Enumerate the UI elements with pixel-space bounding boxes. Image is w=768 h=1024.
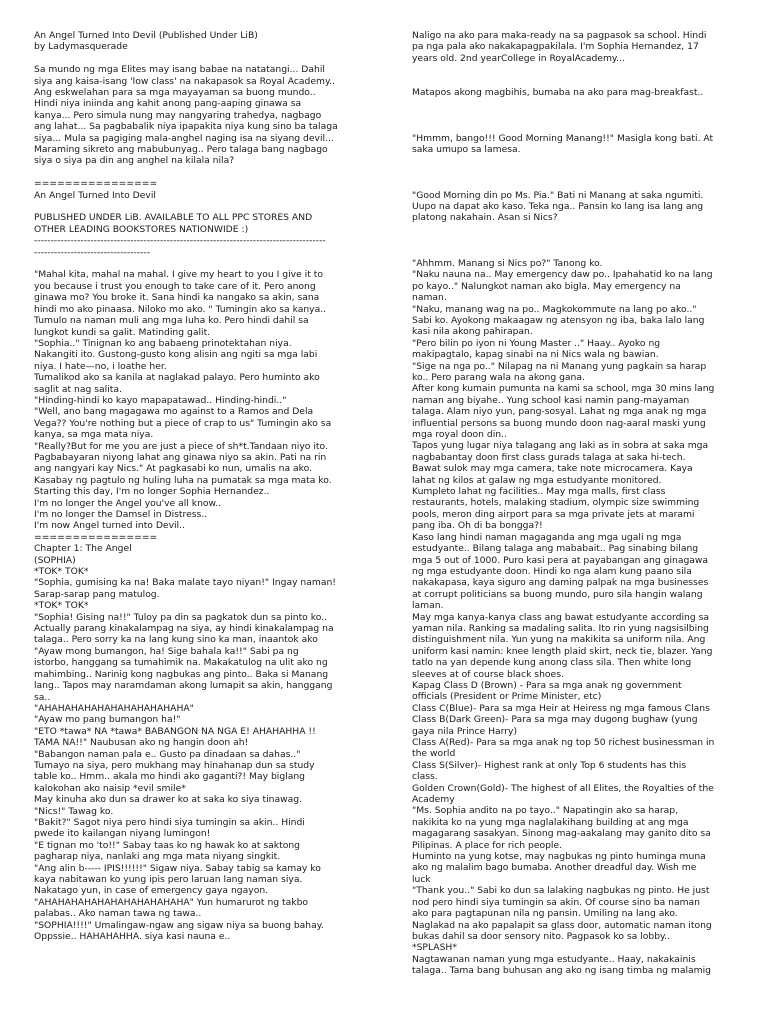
- text-line: pools, meron ding airport para sa mga private jets at marami: [412, 508, 695, 520]
- text-line: "Babangon naman pala e.. Gusto pa dinadaan sa dahas..": [34, 748, 301, 760]
- text-line: Pagbabayaran niyong lahat ang ginawa niyo sa akin. Pati na rin: [34, 451, 327, 463]
- text-line: ako para pagtapunan nila ng pansin. Umiling na lang ako.: [412, 908, 678, 920]
- text-line: influential persons sa buong mundo doon nag-aaral maski yung: [412, 417, 706, 429]
- text-line: "ETO *tawa* NA *tawa* BABANGON NA NGA E! AHAHAHHA !!: [34, 725, 316, 737]
- text-line: nakakapasa, kaya siguro ang daming palpak na mga businesses: [412, 577, 709, 589]
- text-line: "Sophia! Gising na!!" Tuloy pa din sa pagkatok dun sa pinto ko..: [34, 611, 328, 623]
- text-line: nod pero hindi siya tumingin sa akin. Of course sino ba naman: [412, 896, 700, 908]
- text-line: Tapos yung lugar niya talagang ang laki as in sobra at saka mga: [412, 440, 709, 452]
- text-line: sleeves at of course black shoes.: [412, 668, 564, 680]
- text-line: ako ng malalim bago bumaba. Another dreadful day. Wish me: [412, 862, 697, 874]
- text-line: ko.. Pero parang wala na akong gana.: [412, 372, 585, 384]
- text-line: Class S(Silver)- Highest rank at only Top 6 students has this: [412, 759, 687, 771]
- text-line: "Well, ano bang magagawa mo against to a Ramos and Dela: [34, 406, 314, 418]
- text-line: ================: [34, 531, 158, 543]
- text-line: platong nakahain. Asan si Nics?: [412, 212, 558, 224]
- text-line: hindi mo ako pinaasa. Niloko mo ako. " Tumingin ako sa kanya..: [34, 303, 327, 315]
- text-line: Academy: [412, 794, 455, 806]
- text-line: Ang eskwelahan para sa mga mayayaman sa buong mundo..: [34, 87, 316, 99]
- text-line: Huminto na yung kotse, may nagbukas ng pinto huminga muna: [412, 851, 706, 863]
- text-line: "Ayaw mo pang bumangon ha!": [34, 714, 181, 726]
- text-line: "Bakit?" Sagot niya pero hindi siya tumingin sa akin.. Hindi: [34, 816, 305, 828]
- text-line: pwede ito kailangan niyang lumingon!: [34, 828, 211, 840]
- text-line: bukas dahil sa door sensory nito. Pagpasok ko sa lobby..: [412, 930, 671, 942]
- text-line: [412, 121, 767, 132]
- text-line: "SOPHIA!!!!" Umalingaw-ngaw ang sigaw niya sa buong bahay.: [34, 919, 324, 931]
- text-line: May mga kanya-kanya class ang bawat estudyante according sa: [412, 611, 710, 623]
- text-line: siya... Mula sa pagiging mala-anghel naging isa na siyang devil...: [34, 132, 334, 144]
- text-line: "Ahhmm. Manang si Nics po?" Tanong ko.: [412, 257, 603, 269]
- text-line: [412, 178, 767, 189]
- text-line: Vega?? You're nothing but a piece of crap to us" Tumingin ako sa: [34, 417, 332, 429]
- text-line: "AHAHAHAHAHAHAHAHAHAHAHA": [34, 702, 194, 714]
- text-line: Naligo na ako para maka-ready na sa pagpasok sa school. Hindi: [412, 30, 707, 41]
- text-line: Kumpleto lahat ng facilities.. May mga malls, first class: [412, 486, 666, 498]
- text-line: Nakangiti ito. Gustong-gusto kong alisin ang ngiti sa mga labi: [34, 349, 318, 361]
- text-line: [412, 64, 767, 75]
- text-line: Class C(Blue)- Para sa mga Heir at Heiress ng mga famous Clans: [412, 702, 710, 714]
- text-line: I'm no longer the Angel you've all know..: [34, 497, 222, 509]
- text-line: Uupo na dapat ako kaso. Teka nga.. Pansin ko lang isa lang ang: [412, 200, 704, 212]
- text-line: Tumulo na naman muli ang mga luha ko. Pero hindi dahil sa: [34, 315, 309, 327]
- text-line: "Pero bilin po iyon ni Young Master .." Haay.. Ayoko ng: [412, 337, 661, 349]
- text-line: distinguishment nila. Yun yung na makikita sa uniform nila. Ang: [412, 634, 706, 646]
- text-line: pa nga pala ako nakakapagpakilala. I'm Sophia Hernandez, 17: [412, 41, 699, 53]
- text-line: ang lahat... Sa pagbabalik niya ipapakita niya kung sino ba talaga: [34, 121, 338, 133]
- text-line: (SOPHIA): [34, 554, 76, 566]
- text-line: talaga.. Tama bang buhusan ang ako ng isang timba ng malamig: [412, 965, 712, 977]
- text-line: Pilipinas. A place for rich people.: [412, 839, 563, 851]
- text-line: "Mahal kita, mahal na mahal. I give my heart to you I give it to: [34, 269, 323, 281]
- text-line: "Sige na nga po.." Nilapag na ni Manang yung pagkain sa harap: [412, 360, 707, 372]
- text-line: An Angel Turned Into Devil: [34, 189, 156, 201]
- text-line: [34, 167, 389, 178]
- text-line: makipagtalo, kapag sinabi na ni Nics wala ng bawian.: [412, 349, 659, 361]
- text-line: sa..: [34, 691, 51, 703]
- text-line: Sarap-sarap pang matulog.: [34, 588, 160, 600]
- text-line: ginawa mo? You broke it. Sana hindi ka nangako sa akin, sana: [34, 292, 320, 304]
- text-line: at corrupt politicians sa buong mundo, puro sila hangin walang: [412, 588, 703, 600]
- text-line: mga 5 out of 1000. Puro kasi pera at payabangan ang ginagawa: [412, 554, 709, 566]
- text-line: I'm no longer the Damsel in Distress..: [34, 509, 208, 520]
- text-line: Sabi ko. Ayokong makaagaw ng atensyon ng iba, baka lalo lang: [412, 314, 705, 326]
- text-line: ----------------------------------------------------------------------------------------: [34, 235, 326, 247]
- text-line: PUBLISHED UNDER LiB. AVAILABLE TO ALL PPC STORES AND: [34, 212, 313, 224]
- text-line: [412, 224, 767, 235]
- text-line: years old. 2nd yearCollege in RoyalAcademy...: [412, 52, 625, 64]
- text-line: TAMA NA!!" Naubusan ako ng hangin doon ah!: [34, 737, 249, 749]
- text-line: I'm now Angel turned into Devil..: [34, 520, 185, 532]
- text-line: Golden Crown(Gold)- The highest of all Elites, the Royalties of the: [412, 782, 714, 794]
- text-line: saglit at nag salita.: [34, 383, 122, 395]
- text-line: laman.: [412, 600, 444, 612]
- text-line: by Ladymasquerade: [34, 41, 128, 53]
- text-line: talaga. Alam niyo yun, pang-sosyal. Lahat ng mga anak ng mga: [412, 406, 707, 418]
- text-line: Kasabay ng pagtulo ng huling luha na pumatak sa mga mata ko.: [34, 474, 332, 486]
- text-line: "Ayaw mong bumangon, ha! Sige bahala ka!!" Sabi pa ng: [34, 645, 299, 657]
- text-line: Nakatago yun, in case of emergency gaya ngayon.: [34, 885, 269, 897]
- text-line: [412, 247, 767, 258]
- text-line: ================: [34, 178, 158, 190]
- text-line: mga royal doon din..: [412, 429, 507, 441]
- text-line: gaya nila Prince Harry): [412, 725, 518, 737]
- text-line: [34, 258, 389, 269]
- left-text-column: [34, 30, 389, 942]
- text-line: kasi nila akong pahirapan.: [412, 326, 533, 338]
- text-line: kalokohan ako naisip *evil smile*: [34, 782, 186, 794]
- text-line: po kayo.." Nalungkot naman ako bigla. May emergency na: [412, 280, 681, 292]
- text-line: [34, 201, 389, 212]
- text-line: estudyante.. Bilang talaga ang mababait.. Pag sinabing bilang: [412, 543, 699, 555]
- text-line: naman ang biyahe.. Yung school kasi namin pang-mayaman: [412, 394, 690, 406]
- text-line: uniform kasi namin: knee length plaid skirt, neck tie, blazer. Yang: [412, 645, 713, 657]
- text-line: siya ang kaisa-isang 'low class' na nakapasok sa Royal Academy..: [34, 75, 335, 87]
- text-line: "Ang alin b----- IPIS!!!!!!" Sigaw niya. Sabay tabig sa kamay ko: [34, 862, 321, 874]
- text-line: Tumayo na siya, pero mukhang may hinahanap dun sa study: [34, 759, 315, 771]
- text-line: lang.. Tapos may naramdaman akong lumapit sa akin, hanggang: [34, 680, 333, 692]
- text-line: [412, 76, 767, 87]
- text-line: you because i trust you enough to take care of it. Pero anong: [34, 280, 316, 292]
- text-line: niya. I hate—no, i loathe her.: [34, 360, 167, 372]
- text-line: kaya nabitawan ko yung ipis pero laruan lang naman siya.: [34, 874, 303, 885]
- text-line: magagarang sasakyan. Sinong mag-aakalang may ganito dito sa: [412, 828, 711, 840]
- text-line: "Hmmm, bango!!! Good Morning Manang!!" Masigla kong bati. At: [412, 132, 714, 144]
- text-line: mahimbing.. Narinig kong nagbukas ang pinto.. Baka si Manang: [34, 668, 329, 680]
- text-line: "Sophia, gumising ka na! Baka malate tayo niyan!" Ingay naman!: [34, 577, 336, 589]
- text-line: *SPLASH*: [412, 942, 457, 954]
- text-line: [34, 53, 389, 64]
- text-line: "E tignan mo 'to!!" Sabay taas ko ng hawak ko at saktong: [34, 839, 300, 851]
- text-line: talaga.. Pero sorry ka na lang kung sino ka man, inaantok ako: [34, 634, 318, 646]
- text-line: Hindi niya iniinda ang kahit anong pang-aaping ginawa sa: [34, 98, 302, 110]
- text-line: Sa mundo ng mga Elites may isang babae na natatangi... Dahil: [34, 64, 325, 76]
- text-line: *TOK* TOK*: [34, 600, 89, 612]
- text-line: pang iba. Oh di ba bongga?!: [412, 520, 543, 532]
- text-line: Naglakad na ako papalapit sa glass door, automatic naman itong: [412, 919, 712, 931]
- text-line: "Ms. Sophia andito na po tayo.." Napatingin ako sa harap,: [412, 805, 679, 817]
- text-line: lungkot kundi sa galit. Matinding galit.: [34, 326, 211, 338]
- text-line: restaurants, hotels, malaking stadium, olympic size swimming: [412, 497, 700, 509]
- text-line: nagbabantay doon first class gurads talaga at saka hi-tech.: [412, 451, 686, 463]
- text-line: istorbo, hanggang sa tumahimik na. Makakatulog na ulit ako ng: [34, 657, 328, 669]
- text-line: luck: [412, 873, 431, 885]
- text-line: ng mga estudyante doon. Hindi ko nga alam kung paano sila: [412, 565, 692, 577]
- text-line: OTHER LEADING BOOKSTORES NATIONWIDE :): [34, 223, 249, 235]
- text-line: pagharap niya, nanlaki ang mga mata niyang singkit.: [34, 851, 281, 863]
- text-line: [412, 155, 767, 166]
- text-line: Kaso lang hindi naman magaganda ang mga ugali ng mga: [412, 531, 682, 543]
- text-line: Maraming sikreto ang mabubunyag.. Pero talaga bang nagbago: [34, 144, 328, 156]
- text-line: [412, 235, 767, 246]
- text-line: -----------------------------------: [34, 246, 151, 258]
- text-line: Nagtawanan naman yung mga estudyante.. Haay, nakakainis: [412, 953, 696, 965]
- text-line: "AHAHAHAHAHAHAHAHAHAHAHA" Yun humarurot ng takbo: [34, 896, 309, 908]
- text-line: Class B(Dark Green)- Para sa mga may dugong bughaw (yung: [412, 714, 698, 726]
- text-line: siya o siya pa din ang anghel na kilala nila?: [34, 155, 235, 167]
- text-line: "Sophia.." Tinignan ko ang babaeng prinotektahan niya.: [34, 337, 292, 349]
- text-line: Class A(Red)- Para sa mga anak ng top 50 richest businessman in: [412, 737, 715, 749]
- text-line: Bawat sulok may mga camera, take note microcamera. Kaya: [412, 463, 693, 475]
- text-line: "Hinding-hindi ko kayo mapapatawad.. Hinding-hindi..": [34, 394, 287, 406]
- text-line: Chapter 1: The Angel: [34, 543, 132, 555]
- text-line: "Thank you.." Sabi ko dun sa lalaking nagbukas ng pinto. He just: [412, 885, 710, 897]
- text-line: the world: [412, 748, 456, 760]
- text-line: *TOK* TOK*: [34, 566, 89, 578]
- text-line: [412, 98, 767, 109]
- text-line: yaman nila. Ranking sa madaling salita. Ito rin yung nagsisilbing: [412, 622, 709, 634]
- text-line: ang nangyari kay Nics." At pagkasabi ko nun, umalis na ako.: [34, 463, 312, 475]
- text-line: Tumalikod ako sa kanila at naglakad palayo. Pero huminto ako: [34, 372, 320, 384]
- text-line: tatlo na yan depende kung anong class sila. Then white long: [412, 657, 692, 669]
- text-line: class.: [412, 771, 438, 783]
- text-line: "Naku nauna na.. May emergency daw po.. Ipahahatid ko na lang: [412, 269, 713, 281]
- text-line: [412, 110, 767, 121]
- text-line: "Nics!" Tawag ko.: [34, 805, 114, 817]
- text-line: naman.: [412, 292, 447, 304]
- text-line: Kapag Class D (Brown) - Para sa mga anak ng government: [412, 679, 682, 691]
- text-line: May kinuha ako dun sa drawer ko at saka ko siya tinawag.: [34, 794, 302, 806]
- text-line: saka umupo sa lamesa.: [412, 143, 521, 155]
- text-line: "Good Morning din po Ms. Pia." Bati ni Manang at saka ngumiti.: [412, 189, 704, 201]
- right-text-column: [412, 30, 767, 977]
- text-line: nakikita ko na yung mga naglalakihang building at ang mga: [412, 816, 689, 828]
- text-line: "Really?But for me you are just a piece of sh*t.Tandaan niyo ito.: [34, 440, 328, 452]
- text-line: kanya... Pero simula nung may nangyaring trahedya, nagbago: [34, 109, 322, 121]
- text-line: [412, 167, 767, 178]
- text-line: table ko.. Hmm.. akala mo hindi ako gaganti?! May biglang: [34, 771, 306, 783]
- text-line: An Angel Turned Into Devil (Published Under LiB): [34, 30, 258, 41]
- text-line: officials (President or Prime Minister, etc): [412, 691, 602, 703]
- text-line: palabas.. Ako naman tawa ng tawa..: [34, 908, 202, 920]
- text-line: Matapos akong magbihis, bumaba na ako para mag-breakfast..: [412, 87, 704, 98]
- text-line: After kong kumain pumunta na kami sa school, mga 30 mins lang: [412, 383, 715, 395]
- text-line: lahat ng kilos at galaw ng mga estudyante monitored.: [412, 474, 662, 486]
- text-line: Actually parang kinakalampag na siya, ay hindi kinakalampag na: [34, 623, 334, 635]
- text-line: Oppssie.. HAHAHAHHA. siya kasi nauna e..: [34, 931, 231, 943]
- text-line: Starting this day, I'm no longer Sophia Hernandez..: [34, 486, 270, 498]
- text-line: kanya, sa mga mata niya.: [34, 429, 154, 441]
- text-line: "Naku, manang wag na po.. Magkokommute na lang po ako..": [412, 303, 697, 315]
